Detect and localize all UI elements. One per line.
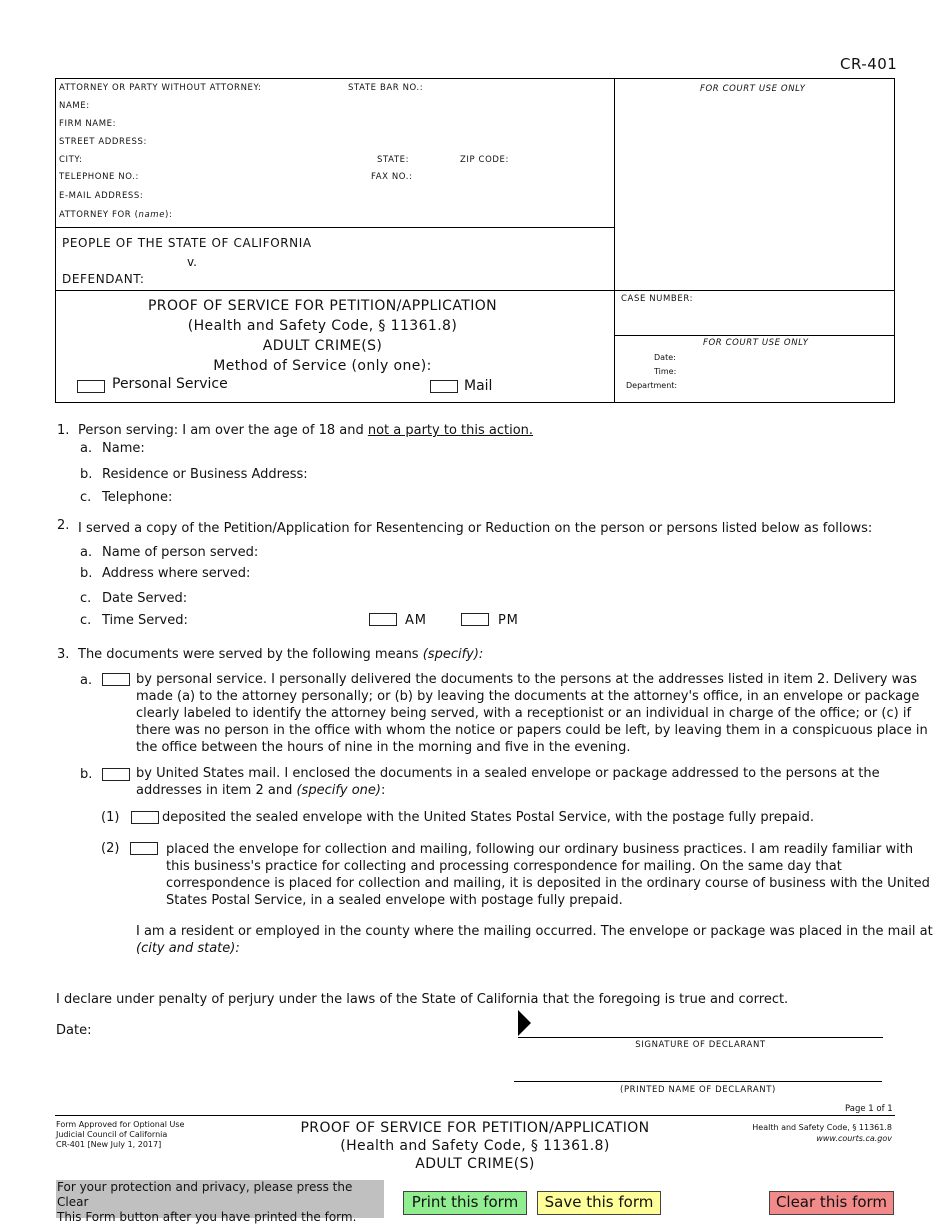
save-form-button[interactable]: Save this form <box>537 1191 661 1215</box>
declaration-text: I declare under penalty of perjury under the laws of the State of California that the foregoing is true and correct. <box>56 992 789 1007</box>
item2a-text: Name of person served: <box>102 545 259 560</box>
deposited-checkbox[interactable] <box>131 811 159 824</box>
printed-name-label: (PRINTED NAME OF DECLARANT) <box>620 1085 776 1095</box>
am-checkbox[interactable] <box>369 613 397 626</box>
item3-number: 3. <box>57 647 70 662</box>
mail-means-checkbox[interactable] <box>102 768 130 781</box>
signature-line <box>518 1037 883 1038</box>
arrow-icon <box>518 1010 531 1036</box>
signature-label: SIGNATURE OF DECLARANT <box>635 1040 766 1050</box>
defendant-label: DEFENDANT: <box>62 272 145 286</box>
firm-name-label: FIRM NAME: <box>59 119 117 129</box>
resident-text: I am a resident or employed in the county where the mailing occurred. The envelope or package was placed in the mail at (city and state): <box>136 924 933 956</box>
item3b1-text: deposited the sealed envelope with the United States Postal Service, with the postage fully prepaid. <box>162 810 814 825</box>
item3b1-label: (1) <box>101 810 120 825</box>
email-label: E-MAIL ADDRESS: <box>59 191 144 201</box>
item1-number: 1. <box>57 423 70 438</box>
pm-label: PM <box>498 613 519 628</box>
court-use-only-label-2: FOR COURT USE ONLY <box>703 338 809 348</box>
footer-title: PROOF OF SERVICE FOR PETITION/APPLICATION (Health and Safety Code, § 11361.8) ADULT CRIME(S) <box>300 1120 650 1172</box>
item3b2-label: (2) <box>101 841 120 856</box>
attorney-party-label: ATTORNEY OR PARTY WITHOUT ATTORNEY: <box>59 83 262 93</box>
footer-rule <box>55 1115 895 1116</box>
state-bar-label: STATE BAR NO.: <box>348 83 424 93</box>
item2d-label: c. <box>80 613 92 628</box>
item3b-label: b. <box>80 767 93 782</box>
item2-text: I served a copy of the Petition/Application for Resentencing or Reduction on the person or persons listed below as follows: <box>78 521 873 536</box>
form-title: PROOF OF SERVICE FOR PETITION/APPLICATION (Health and Safety Code, § 11361.8) ADULT CRIME(S) Method of Service (only one): <box>147 298 498 374</box>
item1b-label: b. <box>80 467 93 482</box>
case-number-label: CASE NUMBER: <box>621 294 694 304</box>
item1a-text: Name: <box>102 441 145 456</box>
versus-label: v. <box>187 255 197 269</box>
item2a-label: a. <box>80 545 93 560</box>
personal-service-checkbox[interactable] <box>77 380 105 393</box>
clear-form-button[interactable]: Clear this form <box>769 1191 894 1215</box>
telephone-label: TELEPHONE NO.: <box>59 172 139 182</box>
privacy-notice: For your protection and privacy, please press the Clear This Form button after you have printed the form. <box>56 1180 384 1218</box>
item1a-label: a. <box>80 441 93 456</box>
mail-label: Mail <box>464 378 493 394</box>
item3a-text: by personal service. I personally delivered the documents to the persons at the addresses listed in item 2. Delivery was made (a) to the attorney personally; or (b) by leaving the documents at the attorney's office, in an envelope or package clearly labeled to identify the attorney being served, with a receptionist or an individual in charge of the office; or (c) if there was no person in the office with whom the notice or papers could be left, by leaving them in a conspicuous place in the office between the hours of nine in the morning and five in the evening. <box>136 672 928 755</box>
footer-left: Form Approved for Optional Use Judicial Council of California CR-401 [New July 1, 2017] <box>56 1120 185 1149</box>
attorney-for-label: ATTORNEY FOR (name): <box>59 210 173 220</box>
item3b-text: by United States mail. I enclosed the documents in a sealed envelope or package addressed to the persons at the addresses in item 2 and (specify one): <box>136 766 880 798</box>
placed-for-collection-checkbox[interactable] <box>130 842 158 855</box>
court-use-only-label: FOR COURT USE ONLY <box>700 84 806 94</box>
item2b-label: b. <box>80 566 93 581</box>
city-label: CITY: <box>59 155 83 165</box>
pm-checkbox[interactable] <box>461 613 489 626</box>
item2b-text: Address where served: <box>102 566 251 581</box>
item1c-label: c. <box>80 490 92 505</box>
item2c-text: Date Served: <box>102 591 188 606</box>
item2-number: 2. <box>57 518 70 533</box>
date-label: Date: <box>56 1023 92 1038</box>
personal-service-label: Personal Service <box>112 376 228 392</box>
department-label: Department: <box>626 381 678 390</box>
item3-text: The documents were served by the following means (specify): <box>78 647 484 662</box>
hearing-date-label: Date: <box>654 353 676 362</box>
item3a-label: a. <box>80 673 93 688</box>
street-address-label: STREET ADDRESS: <box>59 137 147 147</box>
item1c-text: Telephone: <box>102 490 173 505</box>
item2c-label: c. <box>80 591 92 606</box>
personal-service-means-checkbox[interactable] <box>102 673 130 686</box>
page-number: Page 1 of 1 <box>845 1104 893 1114</box>
state-label: STATE: <box>377 155 410 165</box>
form-id: CR-401 <box>840 55 898 73</box>
item3b2-text: placed the envelope for collection and mailing, following our ordinary business practices. I am readily familiar with this business's practice for collecting and processing correspondence for mailing. On the same day that correspondence is placed for collection and mailing, it is deposited in the ordinary course of business with the United States Postal Service, in a sealed envelope with postage fully prepaid. <box>166 842 930 908</box>
am-label: AM <box>405 613 427 628</box>
item1b-text: Residence or Business Address: <box>102 467 308 482</box>
zip-label: ZIP CODE: <box>460 155 509 165</box>
hearing-time-label: Time: <box>654 367 677 376</box>
mail-checkbox[interactable] <box>430 380 458 393</box>
printed-name-line <box>514 1081 882 1082</box>
item2d-text: Time Served: <box>102 613 188 628</box>
print-form-button[interactable]: Print this form <box>403 1191 527 1215</box>
people-label: PEOPLE OF THE STATE OF CALIFORNIA <box>62 236 312 250</box>
name-label: NAME: <box>59 101 90 111</box>
footer-right: Health and Safety Code, § 11361.8 www.courts.ca.gov <box>752 1123 892 1143</box>
fax-label: FAX NO.: <box>371 172 413 182</box>
item1-text: Person serving: I am over the age of 18 and not a party to this action. <box>78 423 534 438</box>
